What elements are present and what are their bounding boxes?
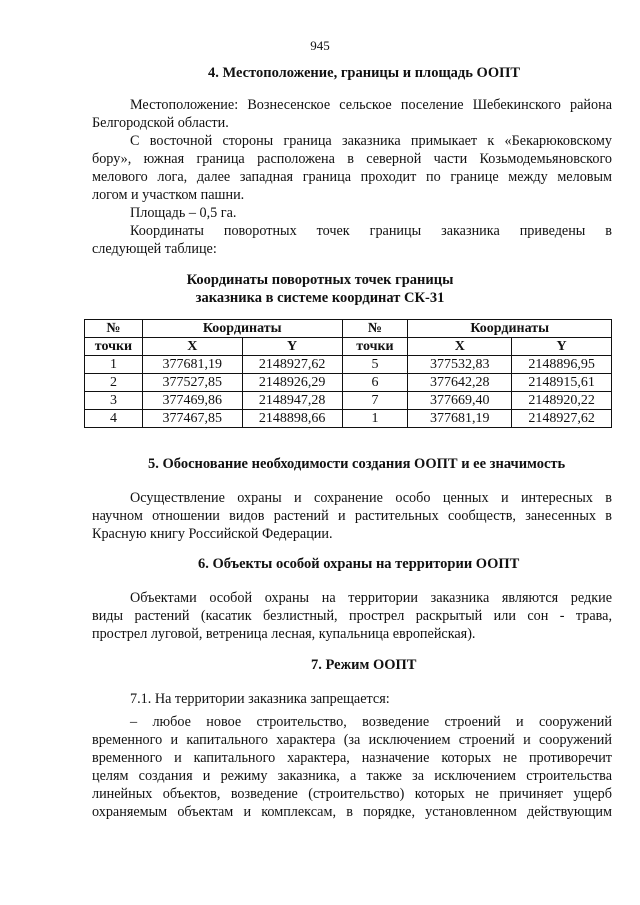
x-header: X bbox=[408, 338, 512, 356]
table-row bbox=[85, 356, 612, 374]
point-number-subheader: точки bbox=[85, 338, 143, 356]
border-line: логом и участком пашни. bbox=[92, 187, 245, 203]
y-value: 2148915,61 bbox=[512, 374, 612, 392]
border-line: С восточной стороны граница заказника примыкает к «Бекарюковскому bbox=[130, 133, 612, 149]
coordinates-header: Координаты bbox=[408, 320, 612, 338]
area-text: Площадь – 0,5 га. bbox=[130, 205, 237, 221]
table-title-line-2: заказника в системе координат СК-31 bbox=[195, 290, 445, 306]
section-6-line: Объектами особой охраны на территории заказника являются редкие bbox=[130, 590, 612, 606]
table-row bbox=[85, 374, 612, 392]
section-7-line: целям создания и режиму заказника, а также за исключением строительства bbox=[92, 768, 612, 784]
point-number: 6 bbox=[342, 374, 408, 392]
page-number: 945 bbox=[310, 38, 330, 53]
y-value: 2148926,29 bbox=[242, 374, 342, 392]
y-value: 2148927,62 bbox=[512, 410, 612, 428]
x-value: 377681,19 bbox=[142, 356, 242, 374]
x-value: 377467,85 bbox=[142, 410, 242, 428]
section-7-paragraph bbox=[92, 713, 612, 821]
x-value: 377642,28 bbox=[408, 374, 512, 392]
section-7-subheading: 7.1. На территории заказника запрещается: bbox=[130, 691, 390, 707]
point-number: 1 bbox=[342, 410, 408, 428]
section-5-heading: 5. Обоснование необходимости создания ООПТ и ее значимость bbox=[148, 456, 566, 472]
y-value: 2148920,22 bbox=[512, 392, 612, 410]
point-number-header: № bbox=[342, 320, 408, 338]
x-value: 377669,40 bbox=[408, 392, 512, 410]
location-line: Местоположение: Вознесенское сельское поселение Шебекинского района bbox=[130, 97, 612, 113]
point-number-header: № bbox=[85, 320, 143, 338]
point-number: 7 bbox=[342, 392, 408, 410]
x-value: 377469,86 bbox=[142, 392, 242, 410]
section-6-line: прострел луговой, ветреница лесная, купальница европейская). bbox=[92, 626, 476, 642]
table-header-row bbox=[85, 320, 612, 338]
border-line: мелового лога, далее западная граница проходит по границе между меловым bbox=[92, 169, 612, 185]
coordinates-table bbox=[84, 319, 612, 428]
border-paragraph bbox=[92, 132, 612, 204]
section-4-heading: 4. Местоположение, границы и площадь ООПТ bbox=[208, 65, 521, 81]
point-number: 2 bbox=[85, 374, 143, 392]
section-7-line: – любое новое строительство, возведение строений и сооружений bbox=[130, 714, 612, 730]
point-number: 1 bbox=[85, 356, 143, 374]
y-value: 2148927,62 bbox=[242, 356, 342, 374]
x-header: X bbox=[142, 338, 242, 356]
section-5-line: Красную книгу Российской Федерации. bbox=[92, 526, 333, 542]
point-number: 4 bbox=[85, 410, 143, 428]
table-subheader-row bbox=[85, 338, 612, 356]
y-header: Y bbox=[512, 338, 612, 356]
y-value: 2148896,95 bbox=[512, 356, 612, 374]
section-7-line: линейных объектов, возведение (строительство) которых не причиняет ущерб bbox=[92, 786, 612, 802]
coords-intro-line: Координаты поворотных точек границы заказника приведены в bbox=[130, 223, 612, 239]
location-paragraph bbox=[92, 96, 612, 132]
x-value: 377532,83 bbox=[408, 356, 512, 374]
section-6-line: виды растений (касатик безлистный, прострел раскрытый или сон - трава, bbox=[92, 608, 612, 624]
x-value: 377527,85 bbox=[142, 374, 242, 392]
coordinates-header: Координаты bbox=[142, 320, 342, 338]
section-7-heading: 7. Режим ООПТ bbox=[311, 657, 417, 673]
section-5-paragraph bbox=[92, 489, 612, 543]
point-number-subheader: точки bbox=[342, 338, 408, 356]
table-row bbox=[85, 392, 612, 410]
section-7-line: временного и капитального характера, назначение которых не противоречит bbox=[92, 750, 612, 766]
table-title-line-1: Координаты поворотных точек границы bbox=[186, 272, 454, 288]
coords-intro-paragraph bbox=[92, 222, 612, 258]
coords-intro-line: следующей таблице: bbox=[92, 241, 217, 257]
table-row bbox=[85, 410, 612, 428]
point-number: 3 bbox=[85, 392, 143, 410]
section-7-line: охраняемым объектам и комплексам, в порядке, установленном действующим bbox=[92, 804, 612, 820]
x-value: 377681,19 bbox=[408, 410, 512, 428]
y-value: 2148898,66 bbox=[242, 410, 342, 428]
location-line: Белгородской области. bbox=[92, 115, 229, 131]
y-value: 2148947,28 bbox=[242, 392, 342, 410]
point-number: 5 bbox=[342, 356, 408, 374]
y-header: Y bbox=[242, 338, 342, 356]
section-5-line: научном отношении видов растений и растительных сообществ, занесенных в bbox=[92, 508, 612, 524]
section-5-line: Осуществление охраны и сохранение особо ценных и интересных в bbox=[130, 490, 612, 506]
section-6-paragraph bbox=[92, 589, 612, 643]
section-6-heading: 6. Объекты особой охраны на территории ООПТ bbox=[198, 556, 520, 572]
border-line: бору», южная граница расположена в северной части Козьмодемьяновского bbox=[92, 151, 612, 167]
section-7-line: временного и капитального характера (за исключением строений и сооружений bbox=[92, 732, 612, 748]
